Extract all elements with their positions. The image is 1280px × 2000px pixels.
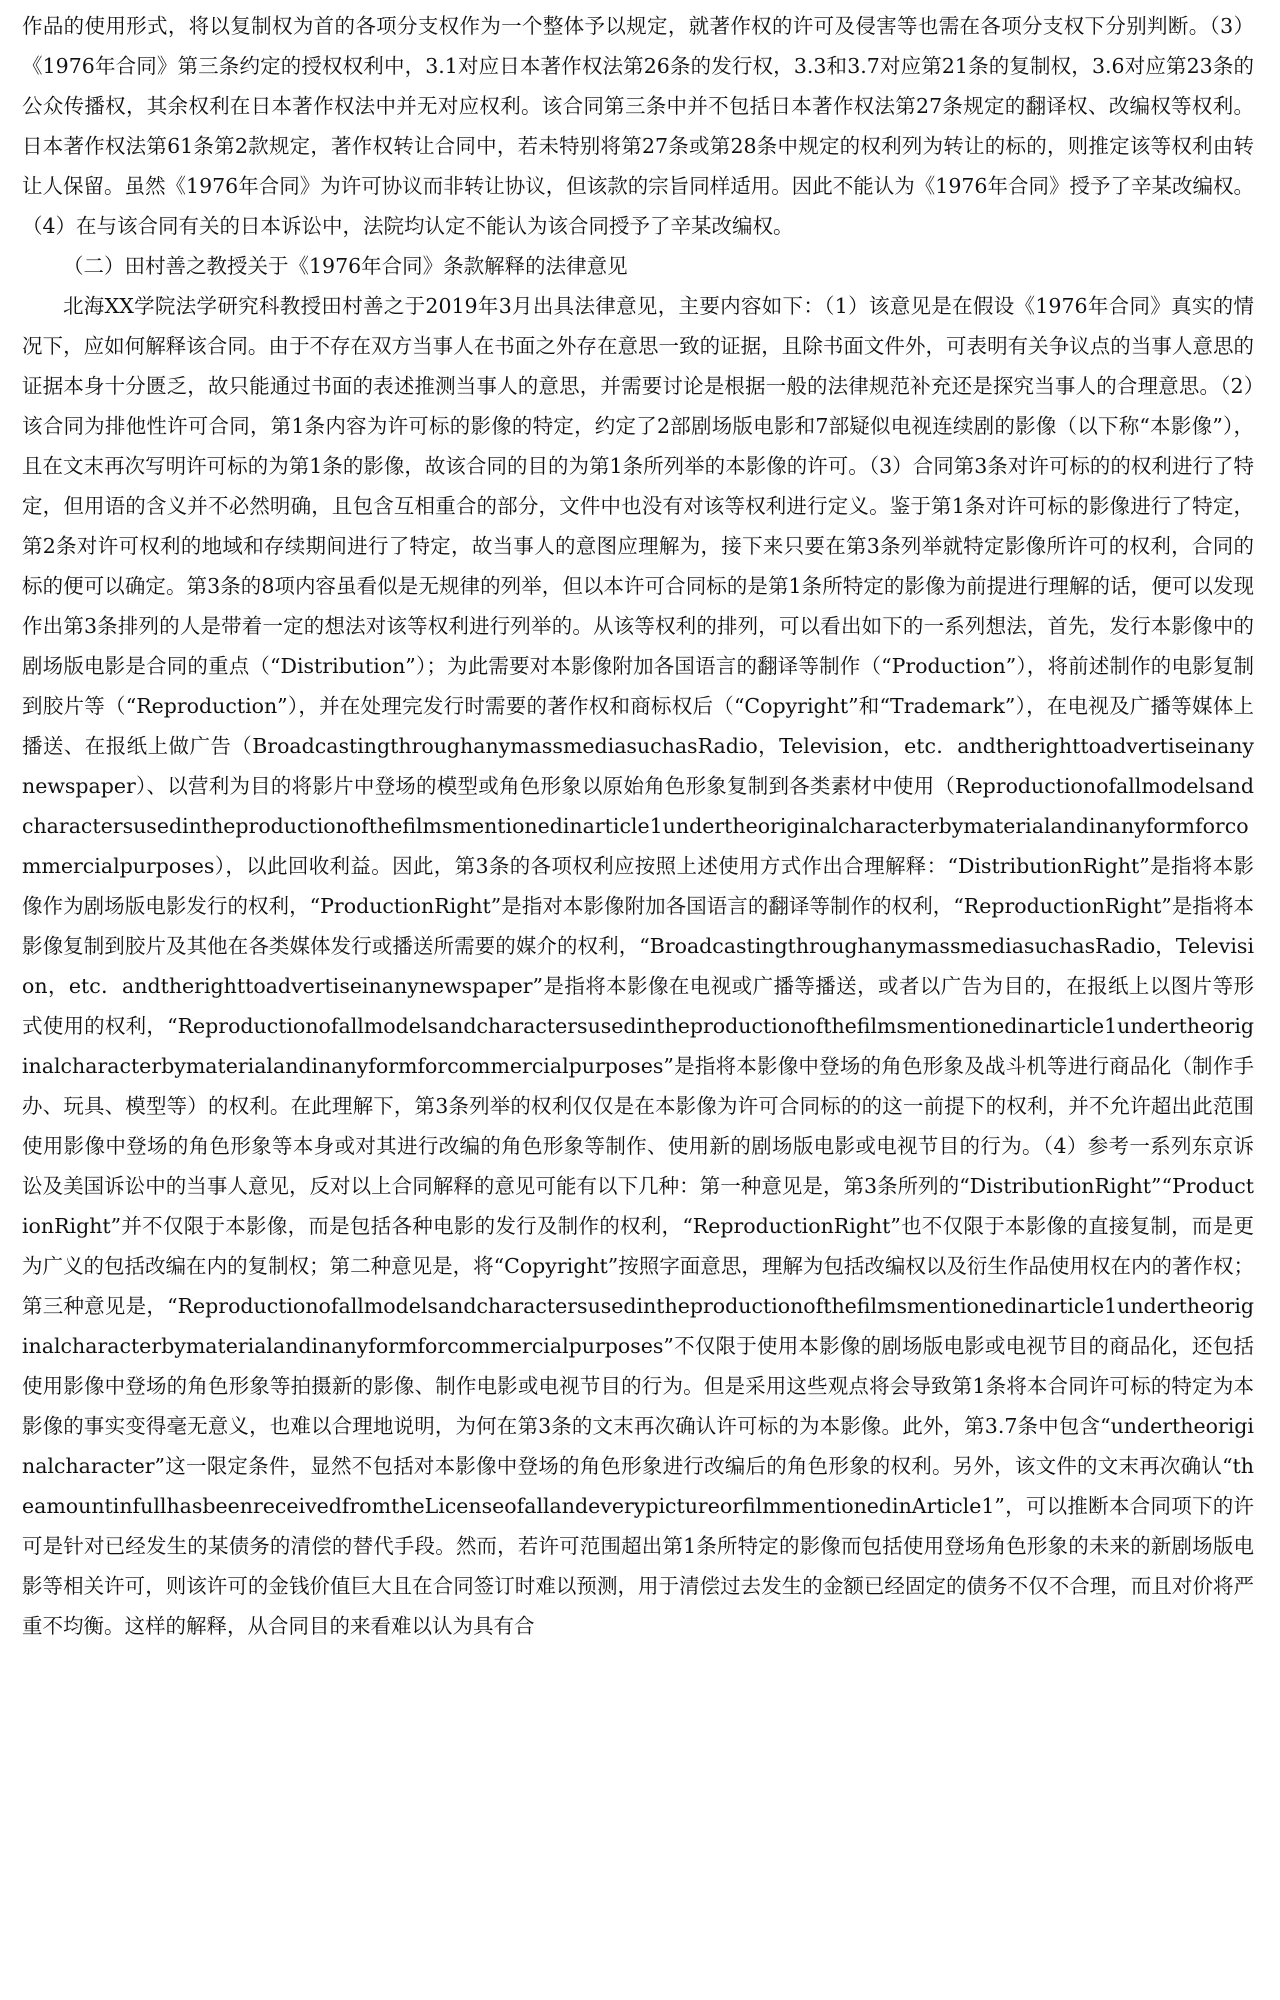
paragraph-continued-opinion: 作品的使用形式，将以复制权为首的各项分支权作为一个整体予以规定，就著作权的许可及侵害等也需在各项分支权下分别判断。（3）《1976年合同》第三条约定的授权权利中，3.1对应日本著作权法第26条的发行权，3.3和3.7对应第21条的复制权，3.6对应第23条的公众传播权，其余权利在日本著作权法中并无对应权利。该合同第三条中并不包括日本著作权法第27条规定的翻译权、改编权等权利。日本著作权法第61条第2款规定，著作权转让合同中，若未特别将第27条或第28条中规定的权利列为转让的标的，则推定该等权利由转让人保留。虽然《1976年合同》为许可协议而非转让协议，但该款的宗旨同样适用。因此不能认为《1976年合同》授予了辛某改编权。（4）在与该合同有关的日本诉讼中，法院均认定不能认为该合同授予了辛某改编权。 [22,14,1254,238]
paragraph-tamura-opinion-body: 北海XX学院法学研究科教授田村善之于2019年3月出具法律意见，主要内容如下：（1）该意见是在假设《1976年合同》真实的情况下，应如何解释该合同。由于不存在双方当事人在书面之外存在意思一致的证据，且除书面文件外，可表明有关争议点的当事人意思的证据本身十分匮乏，故只能通过书面的表述推测当事人的意思，并需要讨论是根据一般的法律规范补充还是探究当事人的合理意思。（2）该合同为排他性许可合同，第1条内容为许可标的影像的特定，约定了2部剧场版电影和7部疑似电视连续剧的影像（以下称“本影像”），且在文末再次写明许可标的为第1条的影像，故该合同的目的为第1条所列举的本影像的许可。（3）合同第3条对许可标的的权利进行了特定，但用语的含义并不必然明确，且包含互相重合的部分，文件中也没有对该等权利进行定义。鉴于第1条对许可标的影像进行了特定，第2条对许可权利的地域和存续期间进行了特定，故当事人的意图应理解为，接下来只要在第3条列举就特定影像所许可的权利，合同的标的便可以确定。第3条的8项内容虽看似是无规律的列举，但以本许可合同标的是第1条所特定的影像为前提进行理解的话，便可以发现作出第3条排列的人是带着一定的想法对该等权利进行列举的。从该等权利的排列，可以看出如下的一系列想法，首先，发行本影像中的剧场版电影是合同的重点（“Distribution”）；为此需要对本影像附加各国语言的翻译等制作（“Production”），将前述制作的电影复制到胶片等（“Reproduction”），并在处理完发行时需要的著作权和商标权后（“Copyright”和“Trademark”），在电视及广播等媒体上播送、在报纸上做广告（BroadcastingthroughanymassmediasuchasRadio，Television，etc．andtherighttoadvertiseinanynewspaper）、以营利为目的将影片中登场的模型或角色形象以原始角色形象复制到各类素材中使用（Reproductionofallmodelsandcharactersusedintheproductionofthefilmsmentionedinarticle1undertheoriginalcharacterbymaterialandinanyformforcommercialpurposes），以此回收利益。因此，第3条的各项权利应按照上述使用方式作出合理解释：“DistributionRight”是指将本影像作为剧场版电影发行的权利，“ProductionRight”是指对本影像附加各国语言的翻译等制作的权利，“ReproductionRight”是指将本影像复制到胶片及其他在各类媒体发行或播送所需要的媒介的权利，“BroadcastingthroughanymassmediasuchasRadio，Television，etc．andtherighttoadvertiseinanynewspaper”是指将本影像在电视或广播等播送，或者以广告为目的，在报纸上以图片等形式使用的权利，“Reproductionofallmodelsandcharactersusedintheproductionofthefilmsmentionedinarticle1undertheoriginalcharacterbymaterialandinanyformforcommercialpurposes”是指将本影像中登场的角色形象及战斗机等进行商品化（制作手办、玩具、模型等）的权利。在此理解下，第3条列举的权利仅仅是在本影像为许可合同标的的这一前提下的权利，并不允许超出此范围使用影像中登场的角色形象等本身或对其进行改编的角色形象等制作、使用新的剧场版电影或电视节目的行为。（4）参考一系列东京诉讼及美国诉讼中的当事人意见，反对以上合同解释的意见可能有以下几种：第一种意见是，第3条所列的“DistributionRight”“ProductionRight”并不仅限于本影像，而是包括各种电影的发行及制作的权利，“ReproductionRight”也不仅限于本影像的直接复制，而是更为广义的包括改编在内的复制权；第二种意见是，将“Copyright”按照字面意思，理解为包括改编权以及衍生作品使用权在内的著作权；第三种意见是，“Reproductionofallmodelsandcharactersusedintheproductionofthefilmsmentionedinarticle1undertheoriginalcharacterbymaterialandinanyformforcommercialpurposes”不仅限于使用本影像的剧场版电影或电视节目的商品化，还包括使用影像中登场的角色形象等拍摄新的影像、制作电影或电视节目的行为。但是采用这些观点将会导致第1条将本合同许可标的特定为本影像的事实变得毫无意义，也难以合理地说明，为何在第3条的文末再次确认许可标的为本影像。此外，第3.7条中包含“undertheoriginalcharacter”这一限定条件，显然不包括对本影像中登场的角色形象进行改编后的角色形象的权利。另外，该文件的文末再次确认“theamountinfullhasbeenreceivedfromtheLicenseofallandeverypictureorfilmmentionedinArticle1”，可以推断本合同项下的许可是针对已经发生的某债务的清偿的替代手段。然而，若许可范围超出第1条所特定的影像而包括使用登场角色形象的未来的新剧场版电影等相关许可，则该许可的金钱价值巨大且在合同签订时难以预测，用于清偿过去发生的金额已经固定的债务不仅不合理，而且对价将严重不均衡。这样的解释，从合同目的来看难以认为具有合 [22,294,1254,1638]
section-heading-tamura-opinion: （二）田村善之教授关于《1976年合同》条款解释的法律意见 [63,254,628,278]
document-page [22,6,1254,1646]
